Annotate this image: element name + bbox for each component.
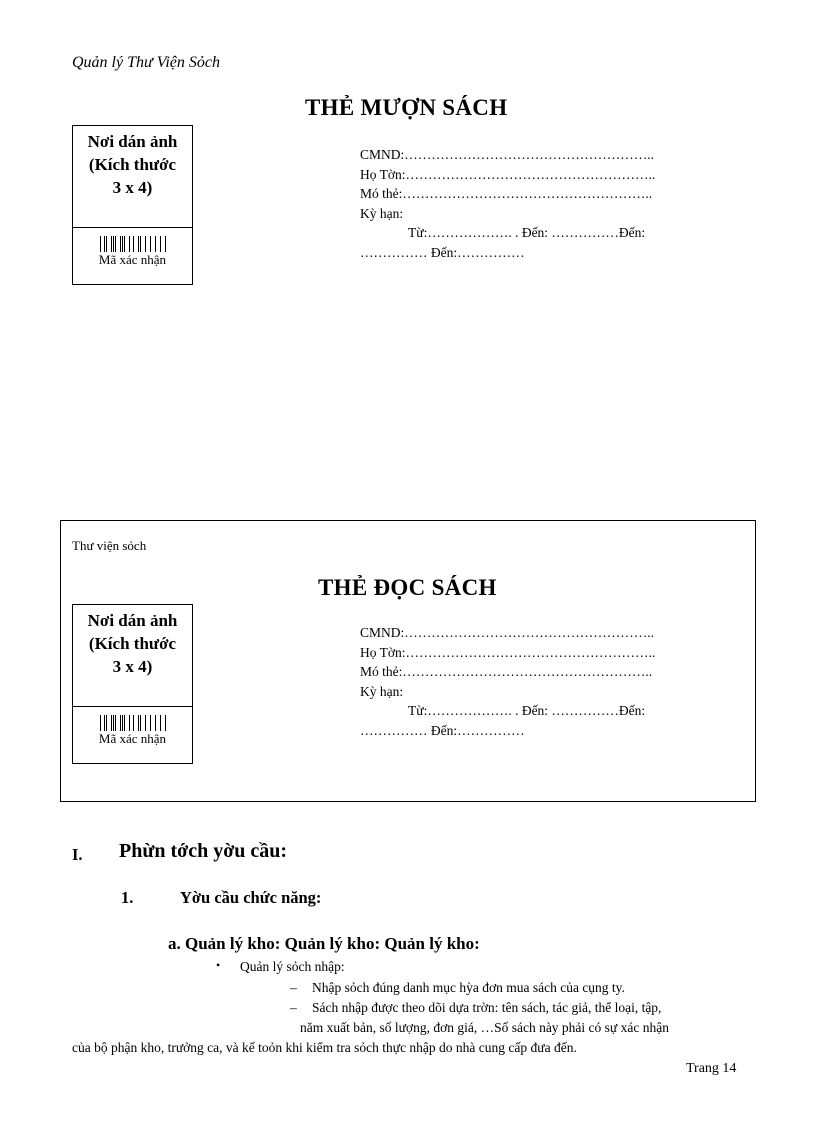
borrow-card-title: THẺ MƯỢN SÁCH (305, 95, 508, 120)
photo-label-2: (Kích thước (88, 634, 177, 653)
barcode-icon (73, 236, 192, 252)
field-name: Họ Tờn:……………………………………………….. (360, 644, 656, 660)
bullet-text: Quản lý sỏch nhập: (240, 959, 345, 974)
paragraph-continued: của bộ phận kho, trưởng ca, và kế toỏn khi kiểm tra sỏch thực nhập do nhà cung cấp đưa đến. (72, 1040, 577, 1055)
field-card-number: Mó thẻ:……………………………………………….. (360, 664, 653, 679)
field-from: Từ:………………. . Đến: ……………Đến: (408, 703, 646, 718)
dash-item-2-continued: năm xuất bản, số lượng, đơn giá, …Số sách này phải có sự xác nhận (300, 1020, 669, 1035)
field-from: Từ:………………. . Đến: ……………Đến: (408, 225, 646, 240)
photo-placeholder (73, 605, 192, 707)
dash-item-2: Sách nhập được theo dõi dựa trờn: tên sách, tác giả, thể loại, tập, (312, 1000, 662, 1015)
dash-icon: – (290, 1000, 297, 1015)
photo-label-3: 3 x 4) (112, 657, 153, 676)
barcode-area (73, 236, 192, 284)
section-1-number: I. (72, 845, 83, 864)
library-label: Thư viện sỏch (72, 538, 147, 553)
borrow-card-fields (360, 145, 655, 262)
field-to: …………… Đến:…………… (360, 722, 525, 738)
dash-icon: – (290, 980, 297, 995)
bullet-icon: • (216, 958, 221, 972)
dash-item-1: Nhập sỏch đúng danh mục hỳa đơn mua sách của cụng ty. (312, 980, 625, 995)
barcode-area (73, 715, 192, 763)
photo-label-2: (Kích thước (88, 155, 177, 174)
reading-card-fields (360, 623, 655, 740)
barcode-label: Mã xác nhận (98, 731, 167, 746)
field-term: Kỳ hạn: (360, 683, 404, 699)
field-name: Họ Tờn:……………………………………………….. (360, 166, 656, 182)
field-cmnd: CMND:……………………………………………….. (360, 147, 655, 162)
section-1-heading: Phừn tớch yờu cầu: (119, 840, 288, 862)
barcode-icon (73, 715, 192, 731)
reading-card-title: THẺ ĐỌC SÁCH (318, 575, 497, 600)
field-card-number: Mó thẻ:……………………………………………….. (360, 186, 653, 201)
reading-photo-box (72, 604, 193, 764)
field-term: Kỳ hạn: (360, 205, 404, 221)
photo-label-1: Nơi dán ảnh (87, 132, 178, 151)
section-1-1-a-heading: a. Quản lý kho: Quản lý kho: Quản lý kho: (168, 934, 480, 953)
photo-label-1: Nơi dán ảnh (87, 611, 178, 630)
barcode-label: Mã xác nhận (98, 252, 167, 267)
section-1-1-heading: Yờu cầu chức năng: (180, 888, 322, 907)
running-header: Quản lý Thư Viện Sỏch (72, 54, 220, 71)
field-to: …………… Đến:…………… (360, 244, 525, 260)
photo-placeholder (73, 126, 192, 228)
field-cmnd: CMND:……………………………………………….. (360, 625, 655, 640)
photo-label-3: 3 x 4) (112, 178, 153, 197)
section-1-1-number: 1. (121, 888, 134, 907)
borrow-photo-box (72, 125, 193, 285)
page-number: Trang 14 (686, 1061, 737, 1076)
